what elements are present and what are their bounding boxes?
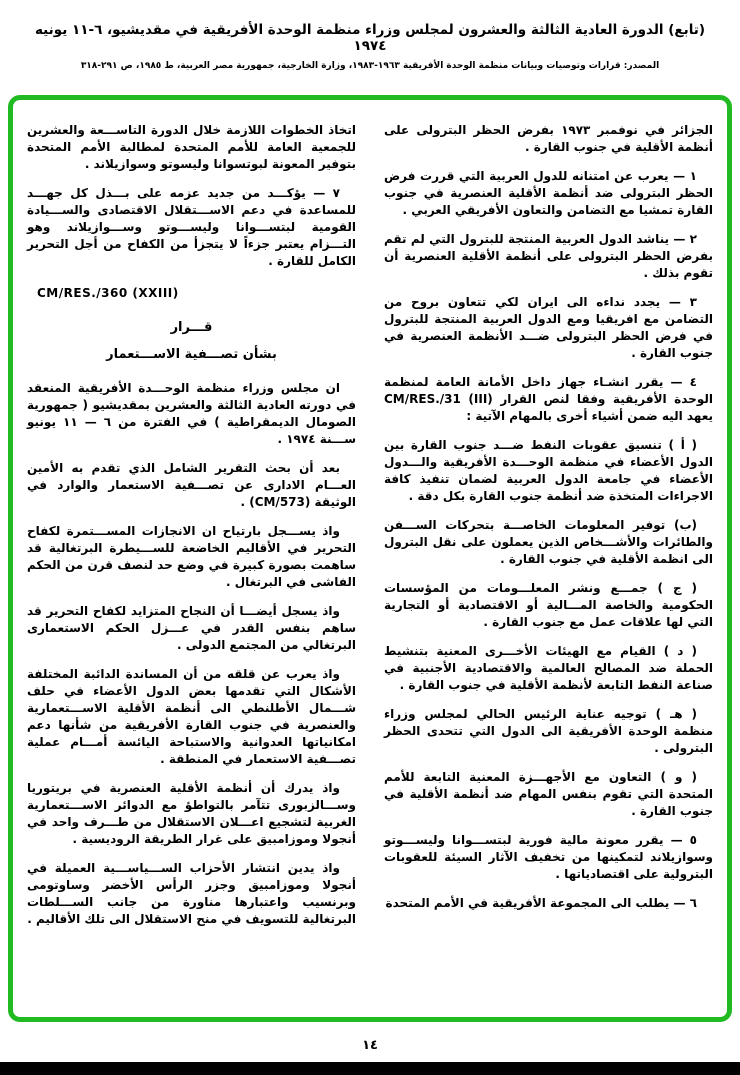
paragraph-item-3: ٣ — يجدد نداءه الى ايران لكي تتعاون بروح من التضامن مع افريقيا ومع الدول العربية المنتجة للبترول في فرض الحظر البترولى ضـــد الأنظمة العنصرية في جنوب القارة . — [384, 295, 713, 360]
paragraph-continuation: الجزائر في نوفمبر ١٩٧٣ بفرض الحظر البترولى على أنظمة الأقلية في جنوب القارة . — [384, 123, 713, 154]
page-header — [0, 0, 740, 71]
paragraph-item-4d: ( د ) القيام مع الهيئات الأخـــرى المعنية بتنشيط الحملة ضد المصالح العالمية والاقتصادية الأجنبية في صناعة النفط التابعة لأنظمة الأقلية في جنوب القارة . — [384, 644, 713, 692]
paragraph-preamble-2: بعد أن بحث التقرير الشامل الذي تقدم به الأمين العـــام الادارى عن تصـــفية الاستعمار والوارد في الوثيقة (CM/573) . — [27, 461, 356, 509]
paragraph-preamble-6: واذ يدرك أن أنظمة الأقلية العنصرية في بريتوريا وســـالزبورى تتآمر بالتواطؤ مع الدوائر الاســـتعمارية الغربية لتشجيع اعـــلان الاستقلال من طـــرف واحد في أنجولا وموزامبيق على غرار الطريقة الروديسية . — [27, 781, 356, 846]
scan-edge-bar — [0, 1062, 740, 1075]
paragraph-item-4b: (ب) توفير المعلومات الخاصـــة بتحركات الســـفن والطائرات والأشـــخاص الذين يعملون على نقل البترول الى انظمة الأقلية في جنوب القارة . — [384, 518, 713, 566]
left-column — [27, 122, 356, 1009]
paragraph-item-6: ٦ — يطلب الى المجموعة الأفريقية في الأمم المتحدة — [385, 896, 697, 910]
resolution-reference: CM/RES./360 (XXIII) — [37, 286, 179, 300]
paragraph-preamble-5: واذ يعرب عن قلقه من أن المساندة الدائبة المختلفة الأشكال التي تقدمها بعض الدول الأعضاء في حلف شـــمال الأطلنطي الى أنظمة الأقلية الاســـتعمارية والعنصرية في جنوب القارة الأفريقية من شأنها دعم امكانياتها العدوانية والاستباحة اليائسة أمـــام عملية تصـــفية الاستعمار في المنطقة . — [27, 667, 356, 766]
paragraph-item-1: ١ — يعرب عن امتنانه للدول العربية التي قررت فرض الحظر البترولى ضد أنظمة الأقلية العنصرية في جنوب القارة تمشيا مع التضامن والتعاون الأفريقي العربي . — [384, 169, 713, 217]
paragraph-item-4c: ( ج ) جمـــع ونشر المعلـــومات من المؤسسات الحكومية والخاصة المـــالية أو الاقتصادية أو التجارية التي لها علاقات عمل مع جنوب القارة . — [384, 581, 713, 629]
paragraph-item-7: ٧ — يؤكـــد من جديد عزمه على بـــذل كل جهـــد للمساعدة في دعم الاســـتقلال الاقتصادى والســـيادة القومية لبتســـوانا وليســـوتو وســـوازيلاند وهو التـــزام يعتبر جزءاً لا يتجزأ من الكفاح من أجل التحرير الكامل للقارة . — [27, 186, 356, 268]
paragraph-item-4: ٤ — يقرر انشـاء جهاز داخل الأمانة العامة لمنظمة الوحدة الأفريقية وفقا لنص القرار CM/RES./31 (III) يعهد اليه ضمن أشياء أخرى بالمهام الآتية : — [384, 375, 713, 423]
paragraph-item-4f: ( و ) التعاون مع الأجهـــزة المعنية التابعة للأمم المتحدة التي تقوم بنفس المهام ضد أنظمة الأقلية في جنوب القارة . — [384, 770, 713, 818]
resolution-title: قـــرار — [170, 320, 213, 335]
paragraph-item-4a: ( أ ) تنسيق عقوبات النفط ضـــد جنوب القارة بين الدول الأعضاء في منظمة الوحـــدة الأفريقية والـــدول الأعضاء في جامعة الدول العربية لضمان تنفيذ كافة الاجراءات المتخذة ضد أنظمة جنوب القارة بكل دقة . — [384, 438, 713, 503]
paragraph-preamble-1: ان مجلس وزراء منظمة الوحـــدة الأفريقية المنعقد في دورته العادية الثالثة والعشرين بمقديشيو ( جمهورية الصومال الديمقراطية ) في الفترة من ٦ — ١١ يونيو ســـنة ١٩٧٤ . — [27, 381, 356, 446]
paragraph-item-2: ٢ — يناشد الدول العربية المنتجة للبترول التي لم تقم بفرض الحظر البترولى على أنظمة الأقلية العنصرية أن تقوم بذلك . — [384, 232, 713, 280]
page-number: ١٤ — [362, 1038, 378, 1053]
right-column — [384, 122, 713, 1009]
source-citation: المصدر: قرارات وتوصيات وبيانات منظمة الوحدة الأفريقية ١٩٦٣-١٩٨٣، وزارة الخارجية، جمهورية مصر العربية، ط ١٩٨٥، ص ٢٩١-٣١٨ — [80, 61, 660, 71]
paragraph-preamble-7: واذ يدين انتشار الأحزاب الســـياســـية العميلة في أنجولا وموزامبيق وجزر الرأس الأخضر وساوتومى وبرنسيب واعتبارها مناورة من جانب الســـلطات البرتغالية للتسويف في منح الاستقلال الى تلك الأقاليم . — [27, 861, 356, 926]
session-title: (تابع) الدورة العادية الثالثة والعشرون لمجلس وزراء منظمة الوحدة الأفريقية في مقديشيو، ٦-١١ يونيه ١٩٧٤ — [34, 22, 705, 54]
paragraph-item-5: ٥ — يقرر معونة مالية فورية لبتســـوانا وليســـوتو وسوازيلاند لتمكينها من تخفيف الآثار السيئة للعقوبات البترولية على اقتصادياتها . — [384, 833, 713, 881]
paragraph-preamble-3: واذ يســـجل بارتياح ان الانجازات المســـتمرة لكفاح التحرير في الأقاليم الخاضعة للســـيطرة البرتغالية قد ساهمت بصورة كبيرة في وضع حد لنصف قرن من الحكم الفاشى في البرتغال . — [27, 524, 356, 589]
paragraph-preamble-4: واذ يسجل أيضـــا أن النجاح المتزايد لكفاح التحرير قد ساهم بنفس القدر في عـــزل الحكم الاستعمارى البرتغالي من المجتمع الدولى . — [27, 604, 356, 652]
two-column-layout — [27, 122, 713, 1009]
paragraph-item-4e: ( هـ ) توجيه عناية الرئيس الحالي لمجلس وزراء منظمة الوحدة الأفريقية الى الدول التي تتحدى الحظر البترولى . — [384, 707, 713, 755]
green-document-frame — [8, 95, 732, 1022]
resolution-subtitle: بشأن تصـــفية الاســـتعمار — [106, 347, 277, 362]
paragraph-continuation-2: اتخاذ الخطوات اللازمة خلال الدورة التاســـعة والعشرين للجمعية العامة للأمم المتحدة لمطالبة الأمم المتحدة بتوفير المعونة لبوتسوانا وليسوتو وسوازيلاند . — [27, 123, 356, 171]
